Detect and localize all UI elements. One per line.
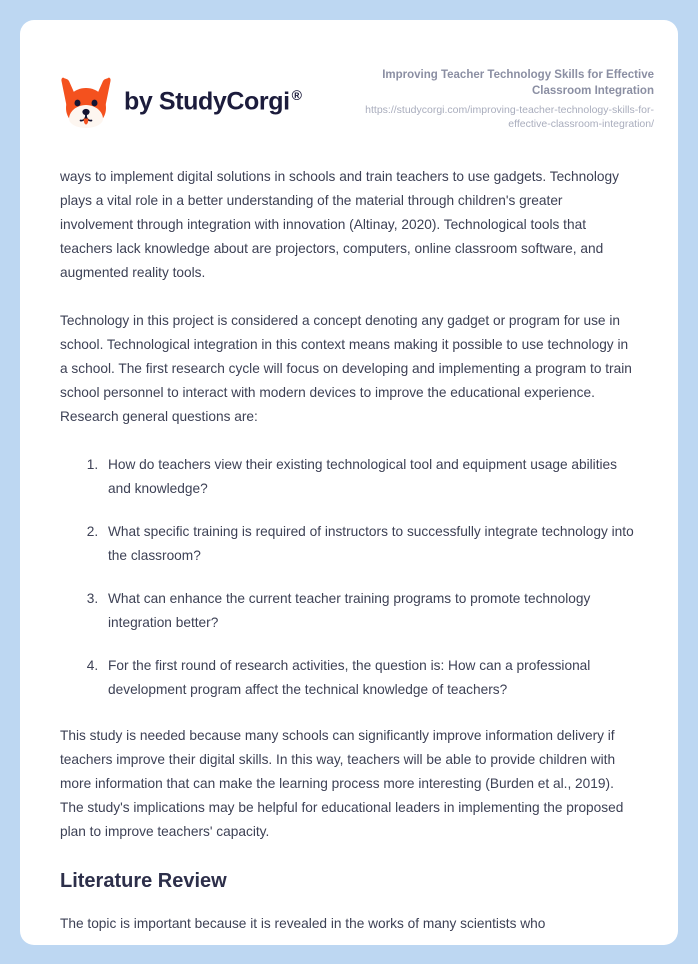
- section-heading-literature-review: Literature Review: [60, 870, 227, 893]
- brand-name-text: by StudyCorgi: [124, 87, 290, 116]
- paragraph-intro: ways to implement digital solutions in schools and train teachers to use gadgets. Technology plays a vital role in a better understanding of the material through children's greater involvement through integration with innovation (Altinay, 2020). Technological tools that teachers lack knowledge about are projectors, computers, online classroom software, and augmented reality tools.: [60, 169, 619, 281]
- research-questions-list: [60, 453, 638, 702]
- brand-name: [124, 87, 302, 116]
- list-item: 3. What can enhance the current teacher training programs to promote technology integration better?: [102, 587, 638, 635]
- document-body: [20, 131, 678, 936]
- list-item: 1. How do teachers view their existing technological tool and equipment usage abilities and knowledge?: [102, 453, 638, 501]
- brand-logo[interactable]: [60, 64, 302, 130]
- paragraph-definitions: Technology in this project is considered a concept denoting any gadget or program for use in school. Technological integration in this context means making it possible to use technology in a school. The first research cycle will focus on developing and implementing a program to train school personnel to interact with modern devices to improve the educational experience. Research general questions are:: [60, 313, 632, 425]
- list-item: 2. What specific training is required of instructors to successfully integrate technology into the classroom?: [102, 520, 638, 568]
- page-title: Improving Teacher Technology Skills for Effective Classroom Integration: [382, 69, 654, 97]
- paragraph-literature-intro: The topic is important because it is revealed in the works of many scientists who: [60, 916, 546, 932]
- source-url[interactable]: https://studycorgi.com/improving-teacher-technology-skills-for-effective-classroom-integration/: [365, 104, 654, 131]
- list-item: 4. For the first round of research activities, the question is: How can a professional development program affect the technical knowledge of teachers?: [102, 654, 638, 702]
- document-page: [20, 20, 678, 945]
- document-header: [20, 20, 678, 131]
- paragraph-significance: This study is needed because many schools can significantly improve information delivery if teachers improve their digital skills. In this way, teachers will be able to provide children with more information that can make the learning process more interesting (Burden et al., 2019). The study's implications may be helpful for educational leaders in implementing the proposed plan to improve teachers' capacity.: [60, 728, 624, 840]
- corgi-icon: [60, 74, 112, 130]
- registered-trademark-icon: ®: [291, 87, 302, 104]
- header-meta: [324, 64, 654, 131]
